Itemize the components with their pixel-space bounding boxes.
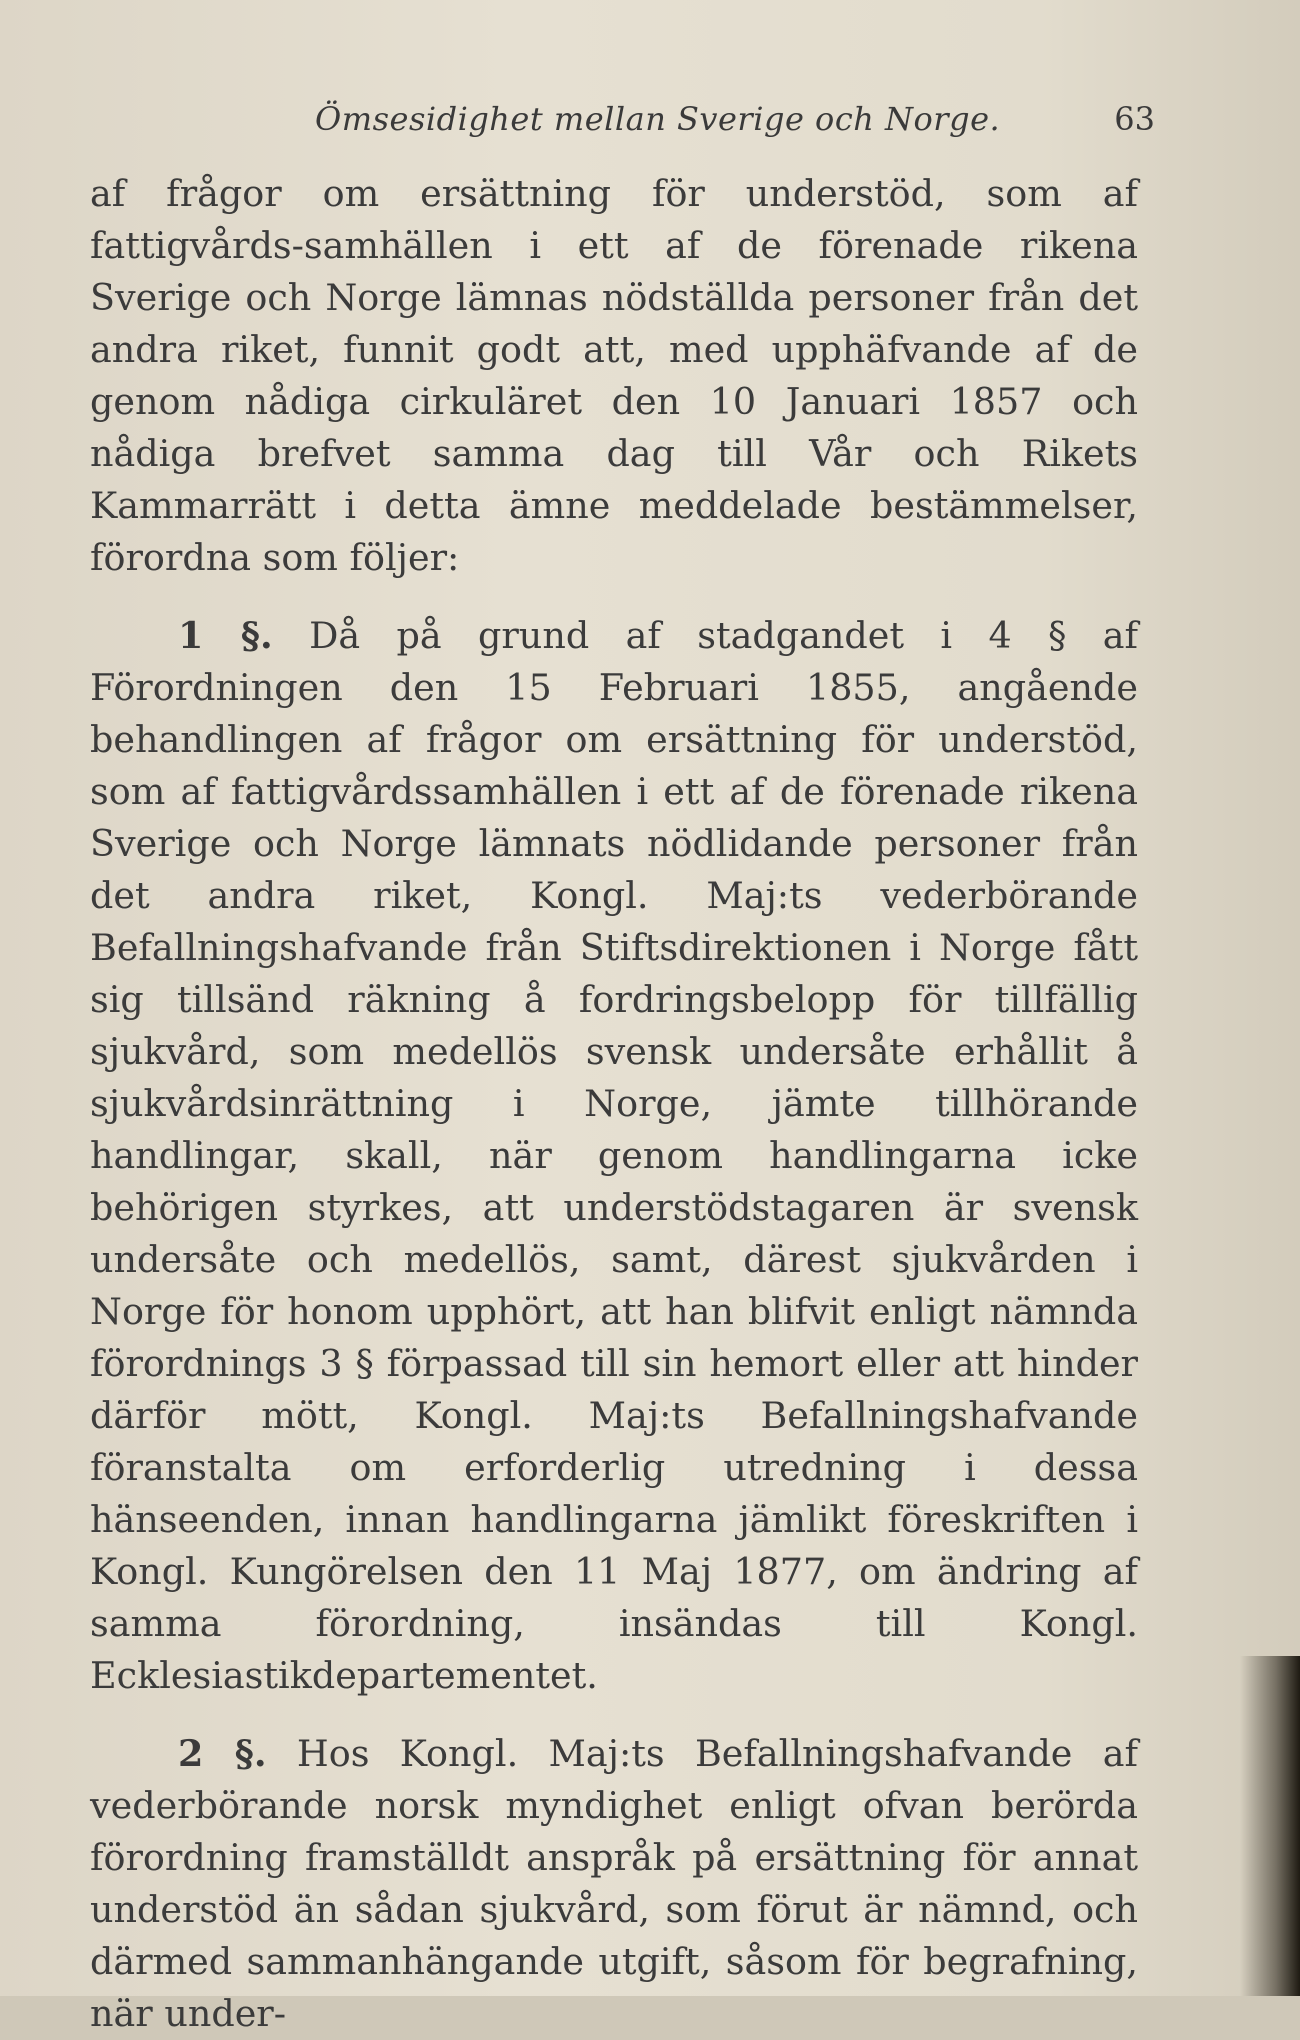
section-2 [90,1728,1138,2040]
body-text [90,168,1138,2040]
section-1-number: 1 §. [178,614,273,657]
section-2-number: 2 §. [178,1732,267,1775]
section-2-text: Hos Kongl. Maj:ts Befallningshafvande af vederbörande norsk myndighet enligt ofvan berörda förordning framställdt anspråk på ersättning för annat understöd än sådan sjukvård, som förut är nämnd, och därmed sammanhängande utgift, såsom för begrafning, när under- [90,1732,1138,2035]
binding-shadow [1240,1656,1300,1996]
page-header [315,100,1155,140]
page-number: 63 [1114,100,1155,138]
section-1 [90,610,1138,1702]
running-title: Ömsesidighet mellan Sverige och Norge. [315,100,1001,138]
section-1-text: Då på grund af stadgandet i 4 § af Förordningen den 15 Februari 1855, angående behandlingen af frågor om ersättning för understöd, som af fattigvårdssamhällen i ett af de förenade rikena Sverige och Norge lämnats nödlidande personer från det andra riket, Kongl. Maj:ts vederbörande Befallningshafvande från Stiftsdirektionen i Norge fått sig tillsänd räkning å fordringsbelopp för tillfällig sjukvård, som medellös svensk undersåte erhållit å sjukvårdsinrättning i Norge, jämte tillhörande handlingar, skall, när genom handlingarna icke behörigen styrkes, att understödstagaren är svensk undersåte och medellös, samt, därest sjukvården i Norge för honom upphört, att han blifvit enligt nämnda förordnings 3 § förpassad till sin hemort eller att hinder därför mött, Kongl. Maj:ts Befallningshafvande föranstalta om erforderlig utredning i dessa hänseenden, innan handlingarna jämlikt föreskriften i Kongl. Kungörelsen den 11 Maj 1877, om ändring af samma förordning, insändas till Kongl. Ecklesiastikdepartementet. [90,614,1138,1697]
intro-paragraph: af frågor om ersättning för understöd, som af fattigvårds-samhällen i ett af de förenade rikena Sverige och Norge lämnas nödställda personer från det andra riket, funnit godt att, med upphäfvande af de genom nådiga cirkuläret den 10 Januari 1857 och nådiga brefvet samma dag till Vår och Rikets Kammarrätt i detta ämne meddelade bestämmelser, förordna som följer: [90,172,1138,579]
